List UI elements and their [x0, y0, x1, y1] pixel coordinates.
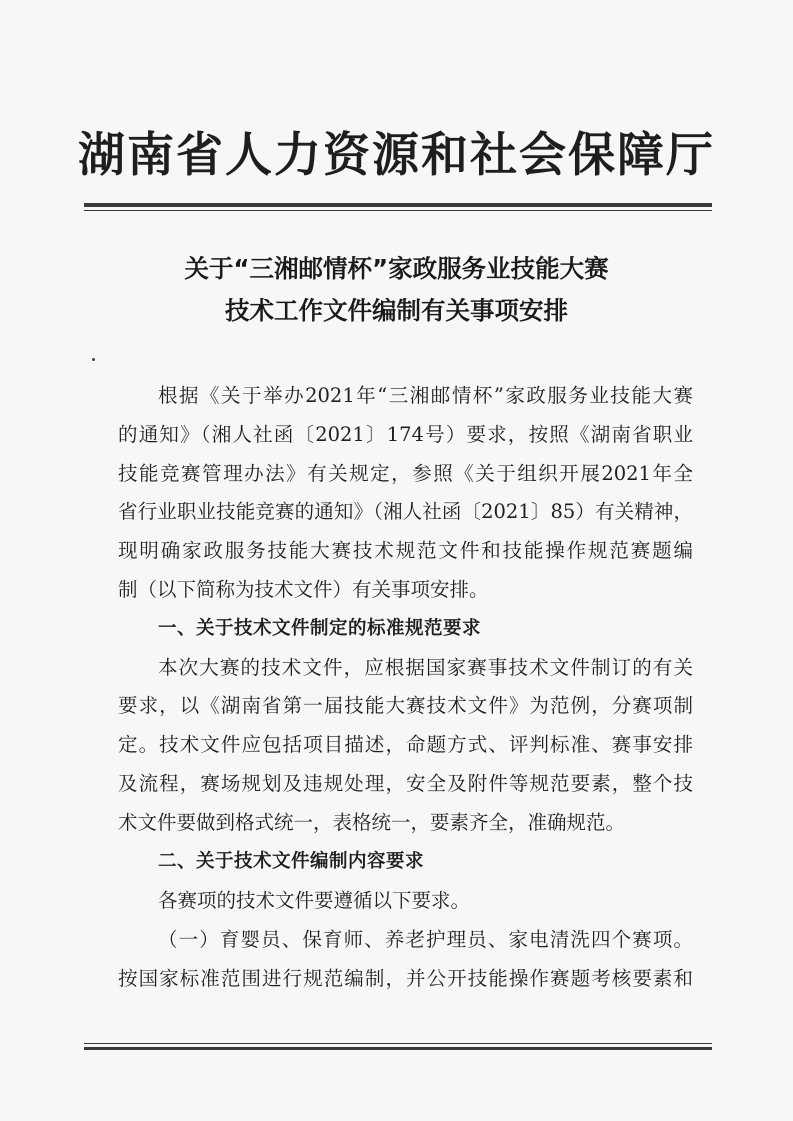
intro-line-4: 省行业职业技能竞赛的通知》（湘人社函〔2021〕85）有关精神，	[118, 500, 693, 523]
document-title-line-2: 技术工作文件编制有关事项安排	[225, 296, 568, 325]
letterhead-rule-thin	[84, 210, 712, 211]
document-title-line-1: 关于“三湘邮情杯”家政服务业技能大赛	[184, 254, 609, 283]
intro-line-2: 的通知》（湘人社函〔2021〕174号）要求，按照《湖南省职业	[118, 423, 693, 446]
section-1-line-2: 要求，以《湖南省第一届技能大赛技术文件》为范例，分赛项制	[118, 694, 693, 717]
section-1-line-4: 及流程，赛场规划及违规处理，安全及附件等规范要素，整个技	[118, 772, 693, 795]
intro-line-1: 根据《关于举办2021年“三湘邮情杯”家政服务业技能大赛	[158, 384, 693, 407]
intro-line-5: 现明确家政服务技能大赛技术规范文件和技能操作规范赛题编	[118, 539, 693, 562]
intro-line-6: 制（以下简称为技术文件）有关事项安排。	[118, 578, 489, 601]
section-1-line-1: 本次大赛的技术文件，应根据国家赛事技术文件制订的有关	[158, 656, 693, 679]
section-2-line-3: 按国家标准范围进行规范编制，并公开技能操作赛题考核要素和	[118, 967, 693, 990]
section-1-heading: 一、关于技术文件制定的标准规范要求	[158, 618, 482, 639]
footer-rule-thin	[84, 1043, 712, 1044]
scan-speck	[92, 358, 95, 361]
section-1-line-3: 定。技术文件应包括项目描述，命题方式、评判标准、赛事安排	[118, 733, 693, 756]
letterhead-rule-thick	[84, 203, 712, 207]
section-2-line-1: 各赛项的技术文件要遵循以下要求。	[158, 889, 471, 912]
section-1-line-5: 术文件要做到格式统一，表格统一，要素齐全，准确规范。	[118, 811, 626, 834]
section-2-heading: 二、关于技术文件编制内容要求	[158, 851, 425, 872]
intro-line-3: 技能竞赛管理办法》有关规定，参照《关于组织开展2021年全	[118, 462, 693, 485]
footer-rule-thick	[84, 1047, 712, 1050]
section-2-line-2: （一）育婴员、保育师、养老护理员、家电清洗四个赛项。	[158, 928, 693, 951]
letterhead-org-name: 湖南省人力资源和社会保障厅	[78, 128, 715, 183]
